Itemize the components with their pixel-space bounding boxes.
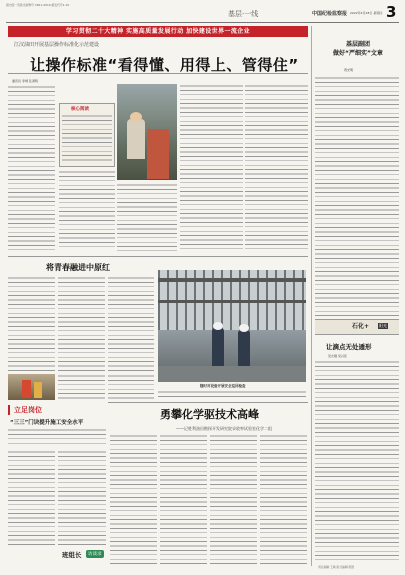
article-column-2 [59, 170, 115, 251]
theme-banner: 学习贯彻二十大精神 实施高质量发展行动 加快建设世界一流企业 [8, 26, 308, 37]
right-column-title [330, 40, 386, 58]
right-column-byline-2: 吴志刚 吴兴佳 [328, 354, 347, 358]
standup-subtitle: “三三”门诀提升施工安全水平 [10, 420, 84, 426]
article-column-4 [180, 84, 243, 251]
section2-col-3b [108, 374, 154, 400]
byline: 通讯员 李靖 张清明 [12, 79, 38, 83]
lower-headline: 勇攀化学驱技术高峰 [160, 408, 259, 421]
headline-rule [8, 73, 308, 74]
core-reading-text [62, 114, 112, 162]
right-column-title-text: 基层副团 做好“严细实”文章 [333, 41, 383, 57]
newspaper-name: 中国纪检监察报 [312, 11, 348, 17]
section2-title: 将青春融进中原红 [46, 263, 110, 272]
lower-rule [108, 402, 308, 403]
headline-kicker: 江汉油田开展基层操作标准化示范建设 [14, 42, 100, 48]
standup-label: 立足岗位 [14, 406, 42, 414]
shihua-ad-text: 阳光 [379, 323, 387, 328]
section2-col-3 [108, 276, 154, 371]
right-column-divider [311, 26, 312, 566]
inspection-photo-caption-text [158, 390, 306, 398]
lower-col-3 [210, 434, 257, 566]
section2-col-2 [58, 276, 105, 371]
lower-col-1 [110, 434, 157, 566]
footer-editors: 责任编辑 王敏 版式编辑 陈凯 [318, 565, 355, 569]
article-column-5 [245, 84, 308, 251]
masthead-left-info: 国内统一连续出版物号 CN11-0019 邮发代号1-19 [6, 3, 70, 7]
masthead-rule [6, 22, 399, 23]
team-leader-label-2: 访谈录 [88, 552, 102, 557]
core-reading-title: 核心阅读 [71, 107, 89, 112]
standup-col-1 [8, 450, 55, 546]
section2-rule [8, 256, 308, 257]
article-column-3 [117, 183, 177, 251]
right-column-title-2: 让滴点无处遁形 [326, 343, 372, 351]
section-label: 基层·一线 [228, 10, 259, 18]
main-headline: 让操作标准“看得懂、用得上、管得住” [30, 56, 299, 74]
issue-date: 2022年4月28日 星期四 [350, 11, 383, 15]
standup-col-2 [58, 450, 106, 546]
page-number: 3 [386, 3, 397, 21]
section2-col-1b [58, 374, 105, 400]
inspection-photo-caption: 随时对设备开展安全巡回检查 [200, 384, 246, 388]
article-column-1 [8, 85, 55, 251]
right-article-text-2 [315, 360, 399, 560]
worksite-photo [117, 84, 177, 180]
team-leader-label: 班组长 [62, 551, 82, 559]
right-column-byline: 贾光明 [344, 68, 354, 72]
section2-col-1 [8, 276, 55, 371]
inspection-photo [158, 270, 306, 382]
shihua-ad-label: 石化+ [352, 323, 370, 330]
standup-intro [8, 428, 106, 446]
lower-subtitle: ——记胜利油田勘探开发研究院采收率试验室化学二组 [176, 426, 272, 431]
worker-photo [8, 374, 55, 400]
lower-col-4 [260, 434, 307, 566]
right-article-text [315, 76, 399, 316]
lower-col-2 [160, 434, 207, 566]
